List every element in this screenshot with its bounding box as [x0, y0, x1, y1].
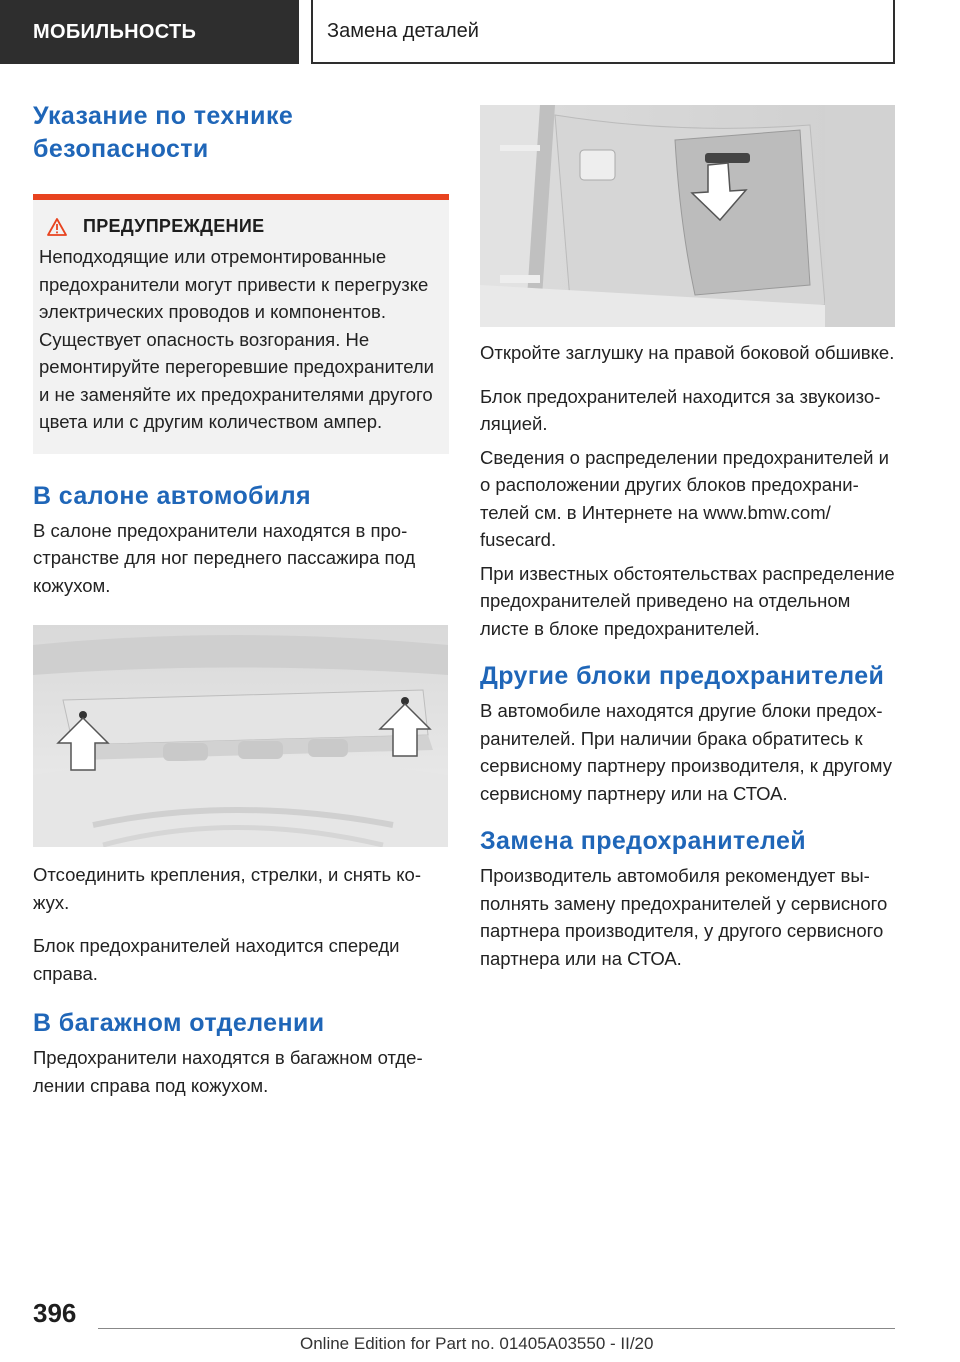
- warning-triangle-icon: [47, 218, 67, 236]
- datasheet-text: При известных обстоятельствах распределение предохранителей приведено на отдельном листе в блоке предохранителей.: [480, 562, 895, 639]
- info-text: Сведения о распределении предохранителей и о расположении других блоков предохранителей см. в Интернете на www.bmw.com/ fusecard.: [480, 446, 889, 550]
- edition-text: Online Edition for Part no. 01405A03550 - II/20: [300, 1334, 654, 1353]
- other-fuseboxes-text: В автомобиле находятся другие блоки предохранителей. При наличии брака обратитесь к сервисному партнеру производителя, к другому сервисному партнеру или на СТОА.: [480, 700, 892, 804]
- trunk-location: Блок предохранителей находится за звукоизоляцией.: [480, 385, 881, 434]
- section-tab: [0, 0, 299, 64]
- chapter-title: Замена деталей: [327, 19, 479, 42]
- replace-fuses-text: Производитель автомобиля рекомендует выполнять замену предохранителей у сервисного партнера производителя, у другого сервисного партнера или на СТОА.: [480, 865, 888, 969]
- warning-title: ПРЕДУПРЕЖДЕНИЕ: [83, 216, 265, 236]
- warning-text: Неподходящие или отремонтированные предохранители могут привести к перегрузке электрических проводов и компонентов. Существует опасность возгорания. Не ремонтируйте перегоревшие предохранители и не заменяйте их предохранителями другого цвета или с другим количеством ампер.: [39, 246, 435, 432]
- interior-location: Блок предохранителей находится спереди справа.: [33, 935, 400, 984]
- interior-caption: Отсоединить крепления, стрелки, и снять кожух.: [33, 864, 421, 913]
- chapter-tab: [311, 0, 895, 64]
- interior-fusebox-photo: [33, 625, 448, 847]
- safety-heading: Указание по технике безопасности: [33, 102, 294, 163]
- trunk-heading: В багажном отделении: [33, 1009, 325, 1037]
- right-column: [480, 105, 896, 972]
- other-fuseboxes-heading: Другие блоки предохранителей: [480, 662, 885, 690]
- footer-divider: [98, 1328, 895, 1329]
- section-title: МОБИЛЬНОСТЬ: [33, 20, 197, 43]
- warning-box: [33, 194, 449, 454]
- trunk-text: Предохранители находятся в багажном отделении справа под кожухом.: [33, 1047, 423, 1096]
- trunk-fusebox-photo: [480, 105, 895, 327]
- replace-fuses-heading: Замена предохранителей: [480, 827, 807, 855]
- trunk-caption: Откройте заглушку на правой боковой обшивке.: [480, 342, 895, 363]
- interior-heading: В салоне автомобиля: [33, 481, 311, 510]
- interior-text: В салоне предохранители находятся в пространстве для ног переднего пассажира под кожухом.: [33, 519, 416, 596]
- left-column: [33, 100, 449, 1099]
- warning-title-row: [47, 216, 435, 237]
- page-number: 396: [33, 1298, 77, 1328]
